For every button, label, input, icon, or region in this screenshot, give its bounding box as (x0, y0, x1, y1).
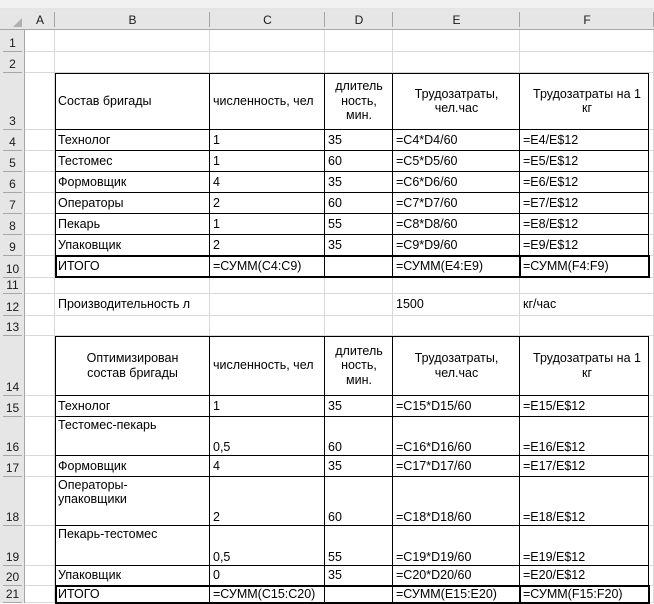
t2-row-4-count[interactable]: 0,5 (213, 549, 231, 564)
t1-total-col-rule (648, 255, 650, 278)
t2-row-3-duration[interactable]: 60 (328, 509, 342, 524)
t1-row-1-labor[interactable]: =C5*D5/60 (396, 153, 458, 168)
t1-total-count[interactable]: =СУММ(C4:C9) (213, 259, 302, 274)
t1-row-2-count[interactable]: 4 (213, 174, 220, 189)
row-header-5[interactable]: 5 (0, 151, 25, 172)
t2-row-1-perkg[interactable]: =E16/E$12 (523, 439, 586, 454)
t1-row-2-labor[interactable]: =C6*D6/60 (396, 174, 458, 189)
t1-row-1-duration[interactable]: 60 (328, 153, 342, 168)
column-header-C[interactable]: C (210, 9, 325, 30)
t2-header-b[interactable]: Оптимизирован состав бригады (86, 351, 179, 380)
t2-col-rule (209, 336, 210, 585)
t2-row-0-name[interactable]: Технолог (58, 398, 111, 413)
t1-row-5-count[interactable]: 2 (213, 237, 220, 252)
corner-triangle-icon (13, 18, 22, 27)
row-header-12[interactable]: 12 (0, 294, 25, 316)
t1-total-perkg[interactable]: =СУММ(F4:F9) (523, 259, 609, 274)
t1-col-rule (392, 73, 393, 255)
t2-total-col-rule (324, 585, 325, 604)
t2-row-2-name[interactable]: Формовщик (58, 458, 127, 473)
t1-row-4-labor[interactable]: =C8*D8/60 (396, 216, 458, 231)
t2-header-f[interactable]: Трудозатраты на 1 кг (533, 351, 641, 380)
t1-header-e[interactable]: Трудозатраты, чел.час (414, 86, 499, 115)
t2-row-3-perkg[interactable]: =E18/E$12 (523, 509, 586, 524)
t2-col-rule (392, 336, 393, 585)
t2-border-top (55, 336, 648, 337)
t1-row-5-labor[interactable]: =C9*D9/60 (396, 237, 458, 252)
t1-row-4-name[interactable]: Пекарь (58, 216, 101, 231)
row-header-9[interactable]: 9 (0, 235, 25, 256)
t1-total-labor[interactable]: =СУММ(E4:E9) (396, 259, 484, 274)
t2-row-5-duration[interactable]: 35 (328, 568, 342, 583)
t1-total-col-rule (392, 255, 393, 278)
t1-row-4-perkg[interactable]: =E8/E$12 (523, 216, 579, 231)
t1-row-0-duration[interactable]: 35 (328, 132, 342, 147)
t2-header-bottom (55, 395, 648, 396)
row-header-14[interactable]: 14 (0, 336, 25, 396)
productivity-value[interactable]: 1500 (396, 297, 424, 312)
t1-row-5-duration[interactable]: 35 (328, 237, 342, 252)
t2-row-rule (55, 476, 648, 477)
row-header-2[interactable]: 2 (0, 52, 25, 73)
t1-row-4-count[interactable]: 1 (213, 216, 220, 231)
row-header-3[interactable]: 3 (0, 73, 25, 130)
t2-total-label[interactable]: ИТОГО (58, 586, 100, 601)
t2-row-5-labor[interactable]: =C20*D20/60 (396, 568, 472, 583)
t2-row-5-name[interactable]: Упаковщик (58, 568, 122, 583)
formula-bar-bottom-edge (0, 0, 654, 9)
t2-col-rule (55, 336, 56, 585)
t2-row-0-count[interactable]: 1 (213, 398, 220, 413)
t1-row-rule (55, 213, 648, 214)
t1-row-3-count[interactable]: 2 (213, 195, 220, 210)
t1-row-rule (55, 171, 648, 172)
column-header-bar (0, 9, 654, 30)
t1-row-5-perkg[interactable]: =E9/E$12 (523, 237, 579, 252)
t1-row-3-name[interactable]: Операторы (58, 195, 124, 210)
t2-header-c[interactable]: численность, чел (213, 358, 314, 373)
t2-row-3-labor[interactable]: =C18*D18/60 (396, 509, 472, 524)
row-header-18[interactable]: 18 (0, 477, 25, 526)
row-header-10[interactable]: 10 (0, 256, 25, 278)
t2-col-rule (648, 336, 649, 585)
t2-row-0-duration[interactable]: 35 (328, 398, 342, 413)
row-header-19[interactable]: 19 (0, 526, 25, 566)
t1-row-3-duration[interactable]: 60 (328, 195, 342, 210)
t2-row-rule (55, 525, 648, 526)
t2-row-4-duration[interactable]: 55 (328, 549, 342, 564)
t1-header-b[interactable]: Состав бригады (58, 93, 152, 108)
t1-row-4-duration[interactable]: 55 (328, 216, 342, 231)
t2-row-3-name[interactable]: Операторы- упаковщики (58, 478, 128, 507)
t1-row-0-count[interactable]: 1 (213, 132, 220, 147)
t1-header-d[interactable]: длитель ность, мин. (335, 79, 383, 123)
t2-row-2-labor[interactable]: =C17*D17/60 (396, 458, 472, 473)
column-header-E[interactable]: E (393, 9, 520, 30)
t2-row-1-duration[interactable]: 60 (328, 439, 342, 454)
t2-total-count[interactable]: =СУММ(C15:C20) (213, 586, 316, 601)
t2-total-perkg[interactable]: =СУММ(F15:F20) (523, 586, 623, 601)
t1-row-5-name[interactable]: Упаковщик (58, 237, 122, 252)
t2-row-4-labor[interactable]: =C19*D19/60 (396, 549, 472, 564)
t1-row-rule (55, 192, 648, 193)
t2-row-3-count[interactable]: 2 (213, 509, 220, 524)
row-header-15[interactable]: 15 (0, 396, 25, 417)
t1-total-col-rule (209, 255, 210, 278)
t1-total-label[interactable]: ИТОГО (58, 259, 100, 274)
t1-col-rule (55, 73, 56, 255)
row-header-11[interactable]: 11 (0, 278, 25, 294)
t1-row-rule (55, 234, 648, 235)
t2-row-0-perkg[interactable]: =E15/E$12 (523, 398, 586, 413)
t1-row-3-labor[interactable]: =C7*D7/60 (396, 195, 458, 210)
grid-line-h (25, 51, 654, 52)
t2-row-4-perkg[interactable]: =E19/E$12 (523, 549, 586, 564)
t1-total-col-rule (324, 255, 325, 278)
row-header-6[interactable]: 6 (0, 172, 25, 193)
t2-row-2-perkg[interactable]: =E17/E$12 (523, 458, 586, 473)
t2-row-2-count[interactable]: 4 (213, 458, 220, 473)
t1-border-top (55, 73, 648, 74)
header-bottom-rule (0, 29, 654, 30)
t1-row-2-perkg[interactable]: =E6/E$12 (523, 174, 579, 189)
row-header-4[interactable]: 4 (0, 130, 25, 151)
t1-row-0-labor[interactable]: =C4*D4/60 (396, 132, 458, 147)
t1-row-1-count[interactable]: 1 (213, 153, 220, 168)
t1-col-rule (648, 73, 649, 255)
row-header-7[interactable]: 7 (0, 193, 25, 214)
productivity-unit[interactable]: кг/час (523, 297, 557, 312)
column-header-F[interactable]: F (520, 9, 654, 30)
t2-row-5-count[interactable]: 0 (213, 568, 220, 583)
row-header-21[interactable]: 21 (0, 586, 25, 603)
row-header-8[interactable]: 8 (0, 214, 25, 235)
row-header-17[interactable]: 17 (0, 456, 25, 477)
t1-total-bottom-thick (55, 276, 649, 278)
t1-row-1-perkg[interactable]: =E5/E$12 (523, 153, 579, 168)
t1-row-0-name[interactable]: Технолог (58, 132, 111, 147)
grid-line-h (25, 315, 654, 316)
t2-total-col-rule (519, 585, 521, 604)
t2-row-0-labor[interactable]: =C15*D15/60 (396, 398, 472, 413)
t1-row-3-perkg[interactable]: =E7/E$12 (523, 195, 579, 210)
t2-row-4-name[interactable]: Пекарь-тестомес (58, 527, 158, 541)
t2-row-1-name[interactable]: Тестомес-пекарь (58, 418, 157, 432)
select-all-corner[interactable] (0, 9, 25, 30)
t2-col-rule (519, 336, 520, 585)
t2-total-col-rule (392, 585, 393, 604)
column-header-A[interactable]: A (25, 9, 55, 30)
t1-header-bottom (55, 129, 648, 130)
t2-total-col-rule (209, 585, 210, 604)
row-header-20[interactable]: 20 (0, 566, 25, 586)
t2-total-col-rule (55, 585, 57, 604)
t2-row-5-perkg[interactable]: =E20/E$12 (523, 568, 586, 583)
t1-total-top-thick (55, 255, 649, 257)
t2-row-1-labor[interactable]: =C16*D16/60 (396, 439, 472, 454)
t2-row-1-count[interactable]: 0,5 (213, 439, 231, 454)
column-header-B[interactable]: B (55, 9, 210, 30)
t1-row-1-name[interactable]: Тестомес (58, 153, 113, 168)
t1-col-rule (209, 73, 210, 255)
row-header-13[interactable]: 13 (0, 316, 25, 336)
t2-total-col-rule (648, 585, 650, 604)
t2-header-d[interactable]: длитель ность, мин. (335, 343, 383, 387)
t1-col-rule (324, 73, 325, 255)
t1-total-col-rule (55, 255, 57, 278)
productivity-label[interactable]: Производительность л (58, 297, 191, 312)
t1-row-2-duration[interactable]: 35 (328, 174, 342, 189)
t2-col-rule (324, 336, 325, 585)
t2-row-rule (55, 416, 648, 417)
column-header-D[interactable]: D (325, 9, 393, 30)
t1-col-rule (519, 73, 520, 255)
t2-total-top-thick (55, 585, 649, 587)
t2-total-labor[interactable]: =СУММ(E15:E20) (396, 586, 497, 601)
t1-header-c[interactable]: численность, чел (213, 93, 314, 108)
t1-row-2-name[interactable]: Формовщик (58, 174, 127, 189)
t1-header-f[interactable]: Трудозатраты на 1 кг (533, 86, 641, 115)
t2-row-2-duration[interactable]: 35 (328, 458, 342, 473)
row-header-16[interactable]: 16 (0, 417, 25, 456)
gutter-rule (24, 30, 25, 603)
t1-row-rule (55, 150, 648, 151)
t1-row-0-perkg[interactable]: =E4/E$12 (523, 132, 579, 147)
row-header-1[interactable]: 1 (0, 30, 25, 52)
t2-header-e[interactable]: Трудозатраты, чел.час (414, 351, 499, 380)
t2-row-rule (55, 565, 648, 566)
t1-total-col-rule (519, 255, 521, 278)
t2-row-rule (55, 455, 648, 456)
